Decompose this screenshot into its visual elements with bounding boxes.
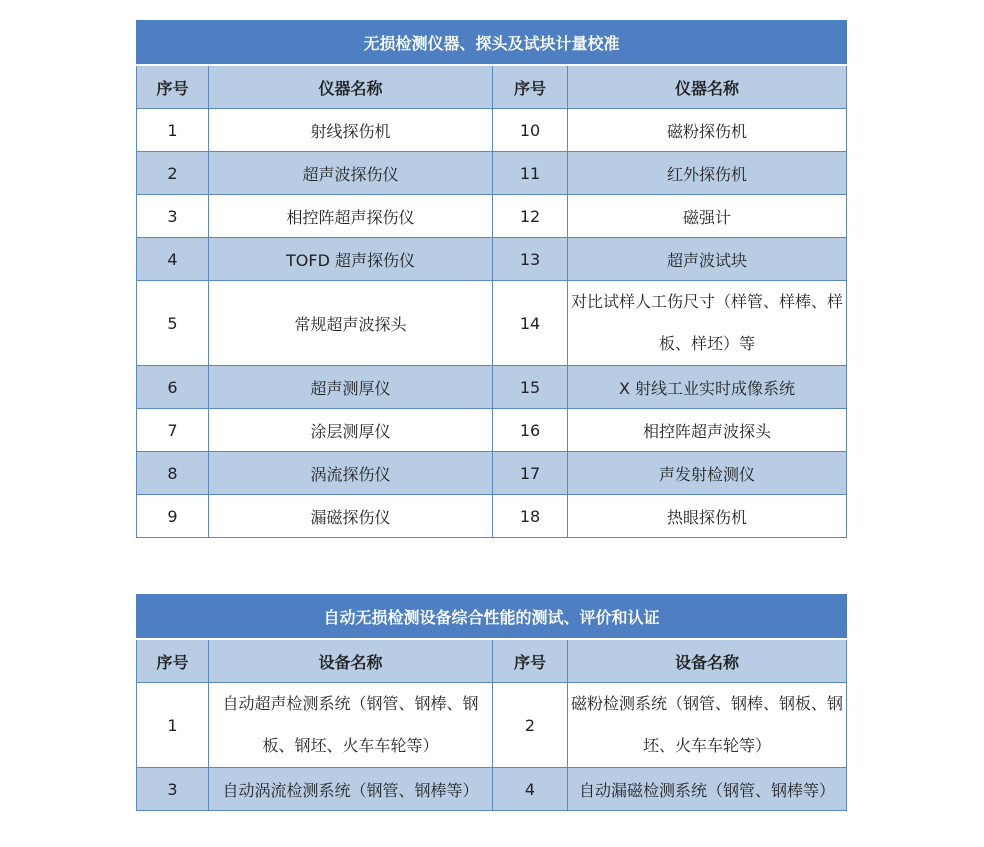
row-number: 1 bbox=[137, 109, 209, 152]
instrument-name: 红外探伤机 bbox=[568, 152, 847, 195]
row-number: 16 bbox=[493, 409, 568, 452]
table-row bbox=[137, 768, 847, 811]
row-number: 2 bbox=[493, 683, 568, 768]
table-row bbox=[137, 683, 847, 768]
row-number: 10 bbox=[493, 109, 568, 152]
table-row bbox=[137, 109, 847, 152]
column-header-number: 序号 bbox=[137, 639, 209, 683]
instrument-name: 涡流探伤仪 bbox=[209, 452, 493, 495]
row-number: 7 bbox=[137, 409, 209, 452]
instrument-name: 热眼探伤机 bbox=[568, 495, 847, 538]
instrument-calibration-table bbox=[136, 20, 847, 538]
row-number: 13 bbox=[493, 238, 568, 281]
table-row bbox=[137, 409, 847, 452]
table-row bbox=[137, 281, 847, 366]
instrument-name: 漏磁探伤仪 bbox=[209, 495, 493, 538]
header-row bbox=[137, 65, 847, 109]
instrument-name: 相控阵超声探伤仪 bbox=[209, 195, 493, 238]
instrument-name: 涂层测厚仪 bbox=[209, 409, 493, 452]
table-title: 无损检测仪器、探头及试块计量校准 bbox=[137, 21, 847, 66]
table-row bbox=[137, 495, 847, 538]
equipment-name: 自动漏磁检测系统（钢管、钢棒等） bbox=[568, 768, 847, 811]
instrument-name: 超声波探伤仪 bbox=[209, 152, 493, 195]
table-row bbox=[137, 452, 847, 495]
row-number: 5 bbox=[137, 281, 209, 366]
table-row bbox=[137, 152, 847, 195]
row-number: 17 bbox=[493, 452, 568, 495]
column-header-name: 设备名称 bbox=[568, 639, 847, 683]
row-number: 1 bbox=[137, 683, 209, 768]
instrument-name: 磁粉探伤机 bbox=[568, 109, 847, 152]
table-row bbox=[137, 238, 847, 281]
row-number: 8 bbox=[137, 452, 209, 495]
row-number: 18 bbox=[493, 495, 568, 538]
row-number: 12 bbox=[493, 195, 568, 238]
instrument-name: 常规超声波探头 bbox=[209, 281, 493, 366]
column-header-name: 仪器名称 bbox=[209, 65, 493, 109]
row-number: 9 bbox=[137, 495, 209, 538]
instrument-name: 射线探伤机 bbox=[209, 109, 493, 152]
instrument-name: TOFD 超声探伤仪 bbox=[209, 238, 493, 281]
table-title: 自动无损检测设备综合性能的测试、评价和认证 bbox=[137, 595, 847, 640]
row-number: 14 bbox=[493, 281, 568, 366]
column-header-name: 仪器名称 bbox=[568, 65, 847, 109]
table-row bbox=[137, 195, 847, 238]
row-number: 4 bbox=[493, 768, 568, 811]
instrument-name: 对比试样人工伤尺寸（样管、样棒、样板、样坯）等 bbox=[568, 281, 847, 366]
column-header-name: 设备名称 bbox=[209, 639, 493, 683]
equipment-certification-table bbox=[136, 594, 847, 811]
equipment-name: 磁粉检测系统（钢管、钢棒、钢板、钢坯、火车车轮等） bbox=[568, 683, 847, 768]
row-number: 3 bbox=[137, 768, 209, 811]
row-number: 15 bbox=[493, 366, 568, 409]
row-number: 4 bbox=[137, 238, 209, 281]
instrument-name: 相控阵超声波探头 bbox=[568, 409, 847, 452]
column-header-number: 序号 bbox=[493, 639, 568, 683]
instrument-name: 超声波试块 bbox=[568, 238, 847, 281]
header-row bbox=[137, 639, 847, 683]
equipment-name: 自动涡流检测系统（钢管、钢棒等） bbox=[209, 768, 493, 811]
equipment-name: 自动超声检测系统（钢管、钢棒、钢板、钢坯、火车车轮等） bbox=[209, 683, 493, 768]
column-header-number: 序号 bbox=[137, 65, 209, 109]
instrument-name: 超声测厚仪 bbox=[209, 366, 493, 409]
row-number: 6 bbox=[137, 366, 209, 409]
column-header-number: 序号 bbox=[493, 65, 568, 109]
row-number: 3 bbox=[137, 195, 209, 238]
row-number: 2 bbox=[137, 152, 209, 195]
table-row bbox=[137, 366, 847, 409]
instrument-name: 声发射检测仪 bbox=[568, 452, 847, 495]
row-number: 11 bbox=[493, 152, 568, 195]
instrument-name: 磁强计 bbox=[568, 195, 847, 238]
instrument-name: X 射线工业实时成像系统 bbox=[568, 366, 847, 409]
